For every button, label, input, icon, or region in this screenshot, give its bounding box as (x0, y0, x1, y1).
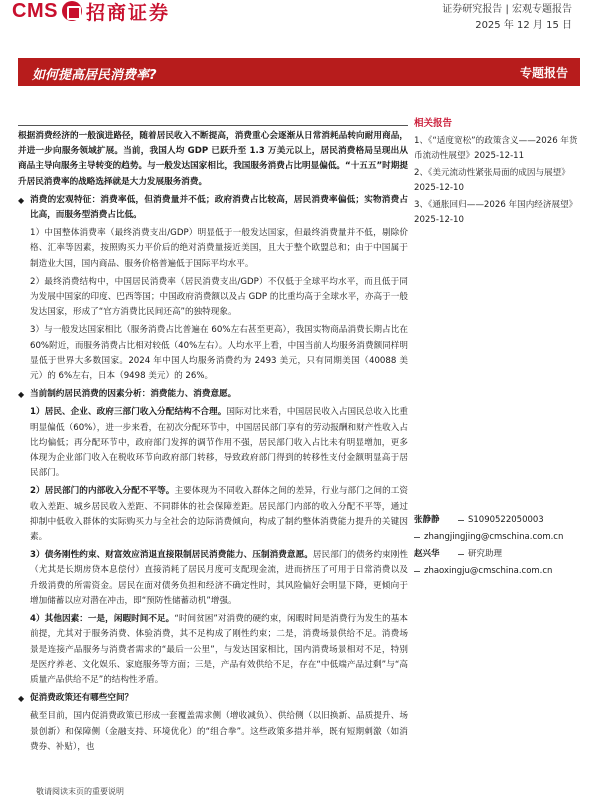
paragraph-body: 主要体现为不同收入群体之间的差异，行业与部门之间的工资收入差距、城乡居民收入差距、不同群体的社会保障差距。居民部门内部的收入分配不平等，通过抑制中低收入群体的实际购买力与全社会的边际消费倾向，构成了制约整体消费能力提升的关键因素。 (30, 486, 408, 543)
paragraph-head: 4）其他因素：一是，闲暇时间不足。 (30, 614, 175, 625)
analyst-row (414, 546, 586, 563)
report-date: 2025 年 12 月 15 日 (475, 20, 572, 31)
report-meta: 证券研究报告 | 宏观专题报告 (442, 4, 572, 15)
title-banner (18, 58, 580, 86)
report-type: 专题报告 (519, 66, 568, 80)
analyst-name: 赵兴华 (414, 549, 440, 559)
analyst-email[interactable]: zhaoxingju@cmschina.com.cn (424, 566, 553, 576)
analyst-row (414, 512, 586, 529)
paragraph (18, 405, 408, 481)
paragraph-head: 2）居民部门的内部收入分配不平等。 (30, 486, 175, 497)
related-report-link[interactable]: 2、《美元流动性紧张局面的成因与展望》2025-12-10 (414, 168, 570, 193)
paragraph-head: 1）居民、企业、政府三部门收入分配结构不合理。 (30, 407, 227, 418)
related-reports-title: 相关报告 (414, 118, 453, 129)
related-reports (414, 116, 582, 230)
analyst-block (414, 512, 586, 580)
report-title: 如何提高居民消费率? (32, 68, 157, 83)
dash-icon (414, 571, 420, 572)
paragraph: 截至目前，国内促消费政策已形成一套覆盖需求侧（增收减负）、供给侧（以旧换新、品质提升、场景创新）和保障侧（金融支持、环境优化）的“组合拳”。这些政策多措并举，既有短期刺激（如消费券、补贴），也 (30, 711, 408, 752)
paragraph-body: “时间贫困”对消费的硬约束，闲暇时间是消费行为发生的基本前提，尤其对于服务消费、体验消费，其不足构成了刚性约束；二是，消费场景供给不足。消费场景是连接产品服务与消费者需求的“最后一公里”，与发达国家相比，国内消费场景相对不足，特别是医疗养老、文化娱乐、家庭服务等方面；三是，产品有效供给不足，存在“中低端产品过剩”与“高质量产品供给不足”的结构性矛盾。 (30, 614, 409, 685)
intro-paragraph: 根据消费经济的一般演进路径，随着居民收入不断提高，消费重心会逐渐从日常消耗品转向耐用商品，并进一步向服务领域扩展。当前，我国人均 GDP 已跃升至 1.3 万美元以上，居民消费格局呈现出从商品主导向服务主导转变的趋势。与一般发达国家相比，我国服务消费占比明显偏低。“十五五”时期提升居民消费率的战略选择就是大力发展服务消费。 (18, 131, 408, 187)
dash-icon (414, 537, 420, 538)
dash-icon (458, 554, 464, 555)
paragraph: 1）中国整体消费率（最终消费支出/GDP）明显低于一般发达国家，但最终消费量并不低，剔除价格、汇率等因素，按照购买力平价后的绝对消费量接近美国，且大于整个欧盟总和；由于中国属于制造业大国，国内商品、服务价格普遍低于国际平均水平。 (30, 228, 408, 269)
paragraph (18, 612, 408, 688)
bullet-macro-features: ◆ 消费的宏观特征：消费率低，但消费量并不低；政府消费占比较高，居民消费率偏低；实物消费占比高，而服务型消费占比低。 (18, 193, 408, 223)
main-content (18, 129, 408, 758)
paragraph: 2）最终消费结构中，中国居民消费率（居民消费支出/GDP）不仅低于全球平均水平，而且低于同为发展中国家的印度、巴西等国；中国政府消费额以及占 GDP 的比重均高于全球水平，亦高于一般发达国家，形成了“官方消费比民间还高”的独特现象。 (30, 276, 408, 318)
dash-icon (458, 520, 464, 521)
paragraph-body: 国际对比来看，中国居民收入占国民总收入比重明显偏低（60%），进一步来看，在初次分配环节中，中国居民部门享有的劳动报酬和财产性收入占比均偏低；再分配环节中，政府部门发挥的调节作用不强，居民部门收入占比未有明显增加，更多体现为企业部门收入在税收环节向政府部门转移，导致政府部门得到的转移性支付金额明显高于居民部门。 (30, 407, 408, 479)
analyst-email-row (414, 529, 586, 546)
analyst-name: 张静静 (414, 515, 440, 525)
analyst-email-row (414, 563, 586, 580)
company-logo (12, 0, 170, 22)
logo-text-en: CMS (12, 0, 58, 22)
paragraph (18, 548, 408, 609)
bullet-policy-space: ◆ 促消费政策还有哪些空间？ (18, 691, 408, 706)
divider (18, 125, 408, 126)
logo-badge-icon (62, 1, 82, 21)
report-meta-block (442, 2, 572, 34)
paragraph: 3）与一般发达国家相比（服务消费占比普遍在 60%左右甚至更高），我国实物商品消费长期占比在 60%附近，而服务消费占比相对较低（40%左右）。人均水平上看，中国当前人均服务消费额同样明显低于世界大多数国家。2024 年中国人均服务消费约为 2493 美元，只有同期美国（40088 美元）的 6%左右，日本（9498 美元）的 26%。 (30, 325, 408, 382)
analyst-email[interactable]: zhangjingjing@cmschina.com.cn (424, 532, 564, 542)
logo-text-cn: 招商证券 (85, 1, 170, 24)
related-report-link[interactable]: 3、《通胀回归——2026 年国内经济展望》2025-12-10 (414, 200, 578, 225)
paragraph-head: 3）债务刚性约束、财富效应消退直接限制居民消费能力、压制消费意愿。 (30, 550, 313, 561)
analyst-role: 研究助理 (468, 549, 503, 559)
related-report-link[interactable]: 1、《“适度宽松”的政策含义——2026 年货币流动性展望》2025-12-11 (414, 136, 578, 161)
paragraph (18, 484, 408, 545)
paragraph-body: 居民部门的债务约束刚性（尤其是长期房贷本息偿付）直接消耗了居民月度可支配现金流，进而挤压了可用于日常消费以及升级消费的所需资金。居民在面对债务负担和经济不确定性时，其风险偏好会明显下降，更倾向于增加储蓄以应对潜在冲击，即“预防性储蓄动机”增强。 (30, 550, 408, 606)
analyst-id: S1090522050003 (468, 515, 544, 525)
bullet-constraints: ◆ 当前制约居民消费的因素分析：消费能力、消费意愿。 (18, 387, 408, 402)
footer-disclaimer: 敬请阅读末页的重要说明 (36, 787, 124, 796)
